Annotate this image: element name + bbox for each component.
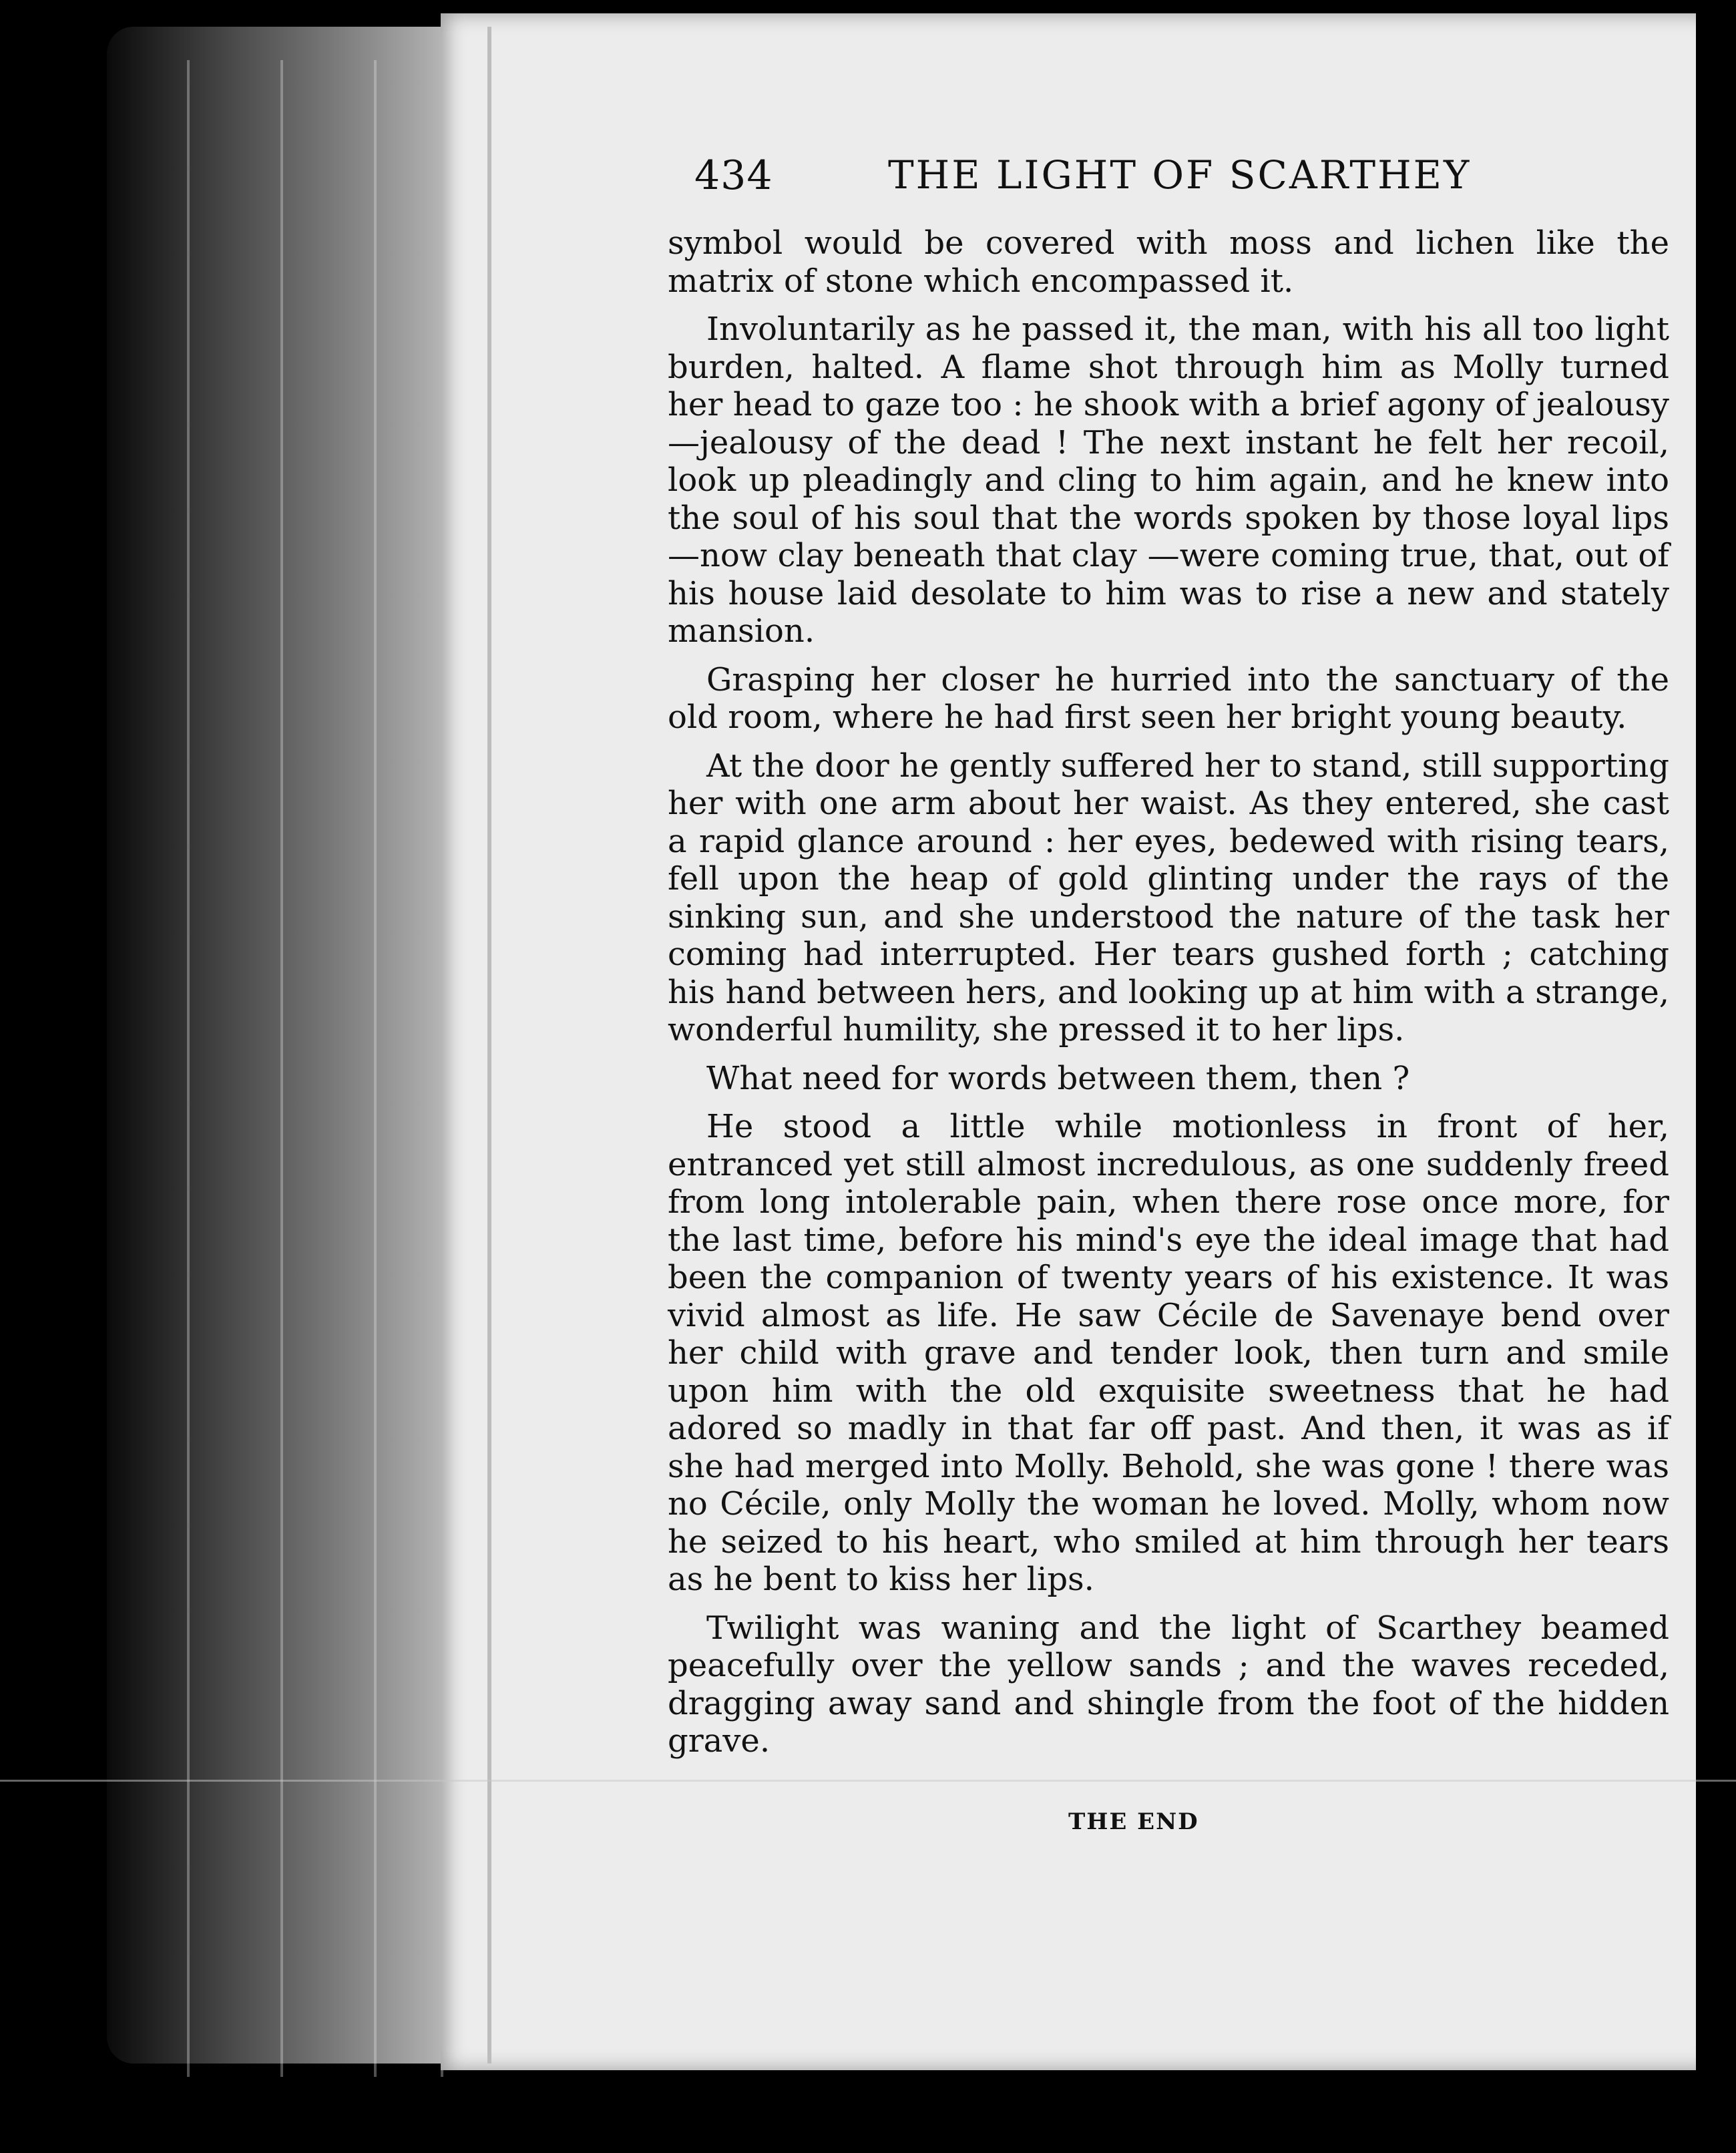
body-text [668, 224, 1669, 1771]
running-title: THE LIGHT OF SCARTHEY [888, 152, 1472, 198]
the-end-label: THE END [1068, 1808, 1199, 1835]
paragraph: Twilight was waning and the light of Scarthey beamed peacefully over the yellow sands ; and the waves receded, dragging away sand and shingle from the foot of the hidden grave. [668, 1609, 1669, 1760]
page-edges [107, 27, 467, 2064]
scan-artifact-line [0, 1780, 1736, 1782]
paragraph: At the door he gently suffered her to stand, still supporting her with one arm about her waist. As they entered, she cast a rapid glance around : her eyes, bedewed with rising tears, fell upon the heap of gold glinting under the rays of the sinking sun, and she understood the nature of the task her coming had interrupted. Her tears gushed forth ; catching his hand between hers, and looking up at him with a strange, wonderful humility, she pressed it to her lips. [668, 747, 1670, 1048]
page-fold-line [487, 27, 491, 2064]
paragraph: symbol would be covered with moss and lichen like the matrix of stone which encompassed it. [668, 224, 1669, 300]
page-edge-line [374, 60, 377, 2077]
page-header [694, 152, 1509, 212]
paragraph: What need for words between them, then ? [706, 1059, 1410, 1097]
paragraph: Involuntarily as he passed it, the man, with his all too light burden, halted. A flame shot through him as Molly turned her head to gaze too : he shook with a brief agony of jealousy—jealousy of the dead ! The next instant he felt her recoil, look up pleadingly and cling to him again, and he knew into the soul of his soul that the words spoken by those loyal lips—now clay beneath that clay —were coming true, that, out of his house laid desolate to him was to rise a new and stately mansion. [668, 311, 1669, 650]
page-number: 434 [694, 152, 773, 199]
paragraph: Grasping her closer he hurried into the sanctuary of the old room, where he had first seen her bright young beauty. [668, 660, 1669, 736]
page-edge-line [187, 60, 190, 2077]
scan-border [1696, 0, 1736, 2153]
paragraph: He stood a little while motionless in front of her, entranced yet still almost incredulous, as one suddenly freed from long intolerable pain, when there rose once more, for the last time, before his mind's eye the ideal image that had been the companion of twenty years of his existence. It was vivid almost as life. He saw Cécile de Savenaye bend over her child with grave and tender look, then turn and smile upon him with the old exquisite sweetness that he had adored so madly in that far off past. And then, it was as if she had merged into Molly. Behold, she was gone ! there was no Cécile, only Molly the woman he loved. Molly, whom now he seized to his heart, who smiled at him through her tears as he bent to kiss her lips. [668, 1108, 1669, 1598]
page-edge-line [280, 60, 283, 2077]
